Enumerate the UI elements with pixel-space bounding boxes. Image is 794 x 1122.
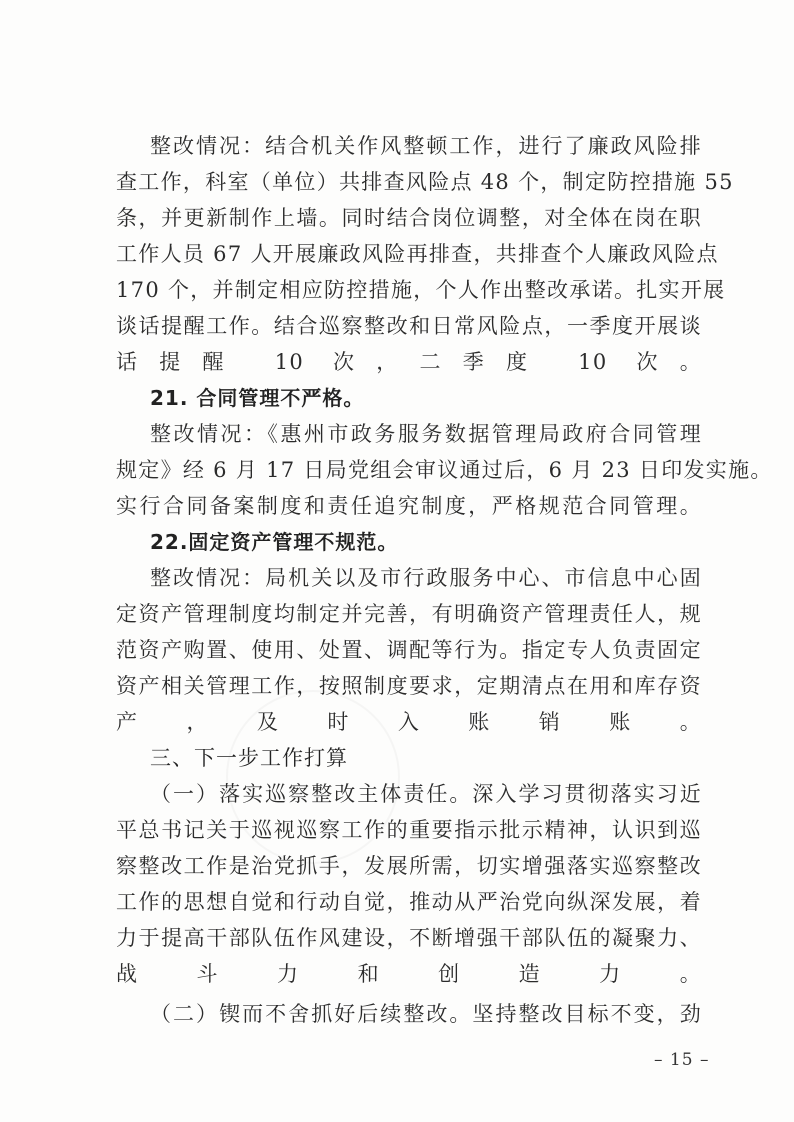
text-line: 工作人员 67 人开展廉政风险再排查，共排查个人廉政风险点 xyxy=(116,242,719,266)
paragraph-next-step-2 xyxy=(116,996,702,1032)
text-line: 资产相关管理工作，按照制度要求，定期清点在用和库存资 xyxy=(116,674,702,698)
paragraph-rectification-assets xyxy=(116,560,702,740)
text-line: 谈话提醒工作。结合巡察整改和日常风险点，一季度开展谈 xyxy=(116,314,702,338)
text-line: 定资产管理制度均制定并完善，有明确资产管理责任人，规 xyxy=(116,602,702,626)
text-line: 查工作，科室（单位）共排查风险点 48 个，制定防控措施 55 xyxy=(116,170,734,194)
document-body xyxy=(116,128,773,1032)
page-number: – 15 – xyxy=(654,1050,710,1070)
text-line: 战斗力和创造力。 xyxy=(116,962,702,986)
text-line: 产，及时入账销账。 xyxy=(116,710,702,734)
text-line: 工作的思想自觉和行动自觉，推动从严治党向纵深发展，着 xyxy=(116,890,702,914)
text-line: 170 个，并制定相应防控措施，个人作出整改承诺。扎实开展 xyxy=(116,278,726,302)
text-line: 整改情况：《惠州市政务服务数据管理局政府合同管理 xyxy=(150,422,702,446)
paragraph-rectification-contract xyxy=(116,416,773,524)
text-line: 力于提高干部队伍作风建设，不断增强干部队伍的凝聚力、 xyxy=(116,926,702,950)
paragraph-rectification-risk xyxy=(116,128,734,380)
text-line: 实行合同备案制度和责任追究制度，严格规范合同管理。 xyxy=(116,494,702,518)
text-line: 条，并更新制作上墙。同时结合岗位调整，对全体在岗在职 xyxy=(116,206,702,230)
text-line: 整改情况：局机关以及市行政服务中心、市信息中心固 xyxy=(150,566,702,590)
text-line: （一）落实巡察整改主体责任。深入学习贯彻落实习近 xyxy=(150,782,702,806)
text-line: （二）锲而不舍抓好后续整改。坚持整改目标不变，劲 xyxy=(150,1002,702,1026)
text-line: 察整改工作是治党抓手，发展所需，切实增强落实巡察整改 xyxy=(116,854,702,878)
section-title-next-steps: 三、下一步工作打算 xyxy=(150,746,348,770)
item-heading-22: 22.固定资产管理不规范。 xyxy=(150,530,399,554)
text-line: 平总书记关于巡视巡察工作的重要指示批示精神，认识到巡 xyxy=(116,818,702,842)
paragraph-next-step-1 xyxy=(116,776,702,992)
text-line: 话提醒 10 次，二季度 10 次。 xyxy=(116,350,702,374)
text-line: 规定》经 6 月 17 日局党组会审议通过后，6 月 23 日印发实施。 xyxy=(116,458,773,482)
text-line: 整改情况：结合机关作风整顿工作，进行了廉政风险排 xyxy=(150,134,702,158)
text-line: 范资产购置、使用、处置、调配等行为。指定专人负责固定 xyxy=(116,638,702,662)
item-heading-21: 21. 合同管理不严格。 xyxy=(150,386,365,410)
